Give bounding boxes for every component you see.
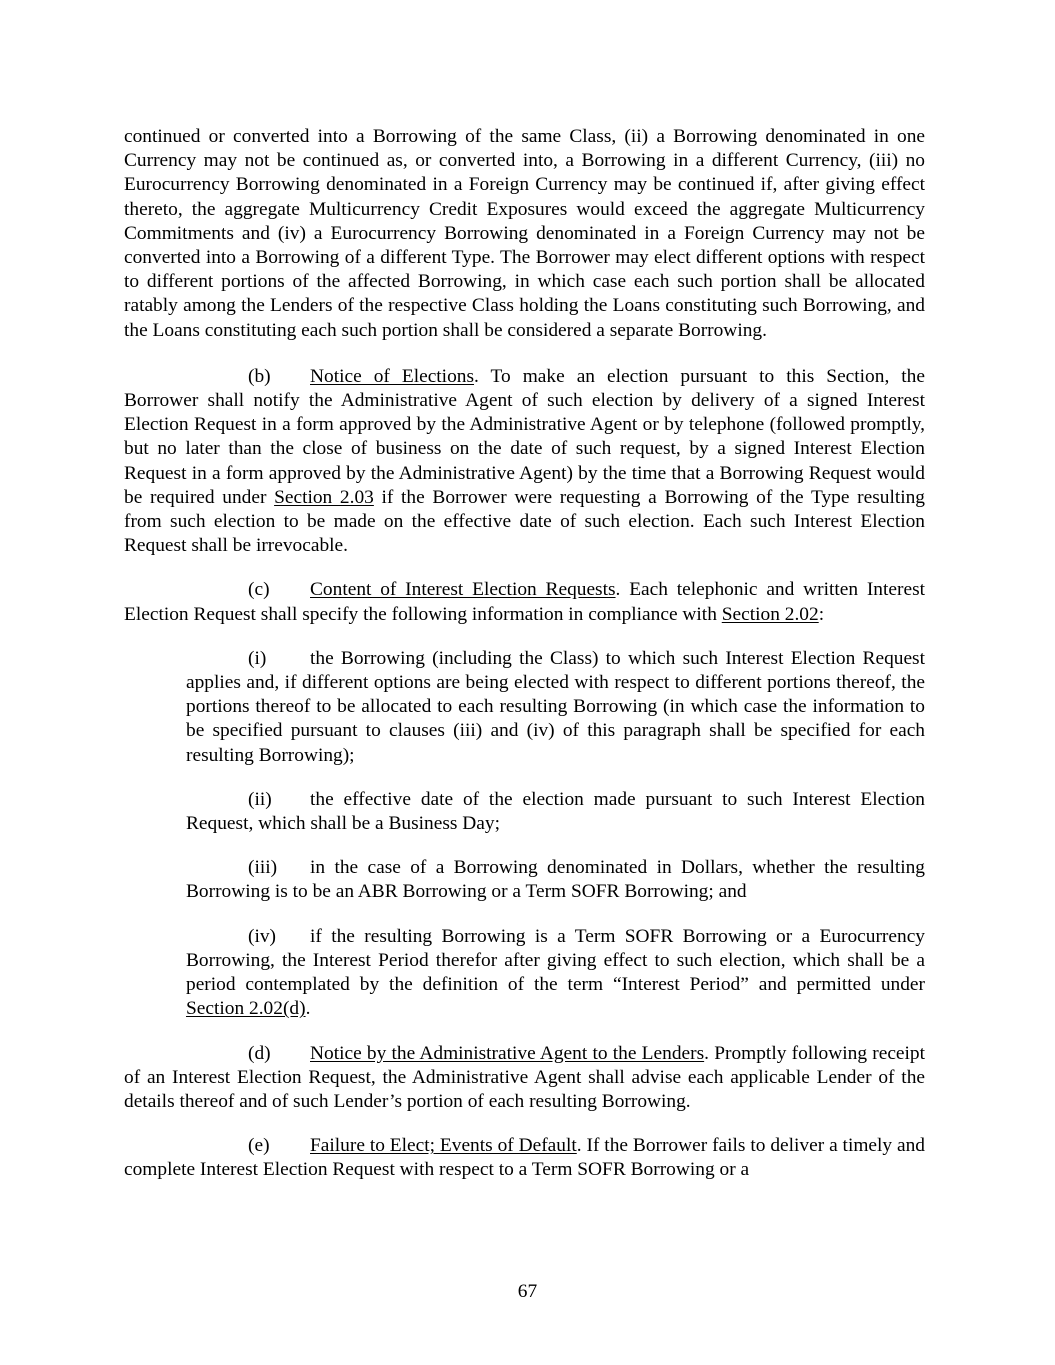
clause-c-ii-text: the effective date of the election made pursuant to such Interest Election Request, which shall be a Business Day;	[186, 788, 925, 835]
continuation-paragraph: continued or converted into a Borrowing of the same Class, (ii) a Borrowing denominated in one Currency may not be continued as, or converted into, a Borrowing in a different Currency, (iii) no Eurocurrency Borrowing denominated in a Foreign Currency may be continued if, after giving effect thereto, the aggregate Multicurrency Credit Exposures would exceed the aggregate Multicurrency Commitments and (iv) a Eurocurrency Borrowing denominated in a Foreign Currency may not be converted into a Borrowing of a different Type. The Borrower may elect different options with respect to different portions of the affected Borrowing, in which case each such portion shall be allocated ratably among the Lenders of the respective Class holding the Loans constituting such Borrowing, and the Loans constituting each such portion shall be considered a separate Borrowing.	[124, 126, 925, 341]
paragraph-b-text-2: if the Borrower were requesting a Borrowing of the Type resulting from such election to be made on the effective date of such election. Each such Interest Election Request shall be irrevocable.	[124, 486, 925, 557]
clause-c-iv-text-1: if the resulting Borrowing is a Term SOFR Borrowing or a Eurocurrency Borrowing, the Interest Period therefor after giving effect to such election, which shall be a period contemplated by the definition of the term “Interest Period” and permitted under	[186, 925, 925, 996]
section-2-03-reference: Section 2.03	[274, 486, 374, 508]
paragraph-e-heading: Failure to Elect; Events of Default	[310, 1135, 577, 1157]
clause-c-ii	[186, 788, 925, 836]
clause-c-iii-marker: (iii)	[248, 857, 278, 879]
document-body	[124, 125, 925, 1203]
clause-c-i-text: the Borrowing (including the Class) to which such Interest Election Request applies and, if different options are being elected with respect to different portions thereof, the portions thereof to be allocated to each resulting Borrowing (in which case the information to be specified pursuant to clauses (iii) and (iv) of this paragraph shall be specified for each resulting Borrowing);	[186, 647, 925, 766]
clause-c-iii	[186, 856, 925, 904]
page-number: 67	[517, 1281, 538, 1302]
paragraph-b-text-1: . To make an election pursuant to this Section, the Borrower shall notify the Administrative Agent of such election by delivery of a signed Interest Election Request in a form approved by the Administrative Agent or by telephone (followed promptly, but no later than the close of business on the date of such request, by a signed Interest Election Request in a form approved by the Administrative Agent) by the time that a Borrowing Request would be required under	[124, 365, 925, 508]
paragraph-e-text: . If the Borrower fails to deliver a timely and complete Interest Election Request with respect to a Term SOFR Borrowing or a	[124, 1135, 925, 1181]
paragraph-d-text: . Promptly following receipt of an Interest Election Request, the Administrative Agent shall advise each applicable Lender of the details thereof and of such Lender’s portion of each resulting Borrowing.	[124, 1042, 925, 1112]
clause-c-iv-text-2: .	[305, 998, 311, 1020]
clause-c-i-marker: (i)	[248, 647, 267, 669]
paragraph-d-marker: (d)	[248, 1042, 271, 1064]
paragraph-d-heading: Notice by the Administrative Agent to the Lenders	[310, 1042, 705, 1064]
paragraph-e	[124, 1134, 925, 1182]
paragraph-c-heading: Content of Interest Election Requests	[310, 579, 616, 601]
clause-c-iii-text: in the case of a Borrowing denominated in Dollars, whether the resulting Borrowing is to be an ABR Borrowing or a Term SOFR Borrowing; and	[186, 857, 925, 903]
paragraph-c-marker: (c)	[248, 579, 270, 601]
paragraph-e-marker: (e)	[248, 1135, 270, 1157]
clause-c-iv	[186, 925, 925, 1022]
section-2-02-reference: Section 2.02	[721, 603, 819, 625]
paragraph-b	[124, 365, 925, 559]
paragraph-b-marker: (b)	[248, 365, 271, 387]
paragraph-c	[124, 578, 925, 626]
section-2-02-d-reference: Section 2.02(d)	[186, 998, 306, 1020]
paragraph-d	[124, 1042, 925, 1115]
paragraph-c-text-2: :	[818, 603, 825, 625]
paragraph-b-heading: Notice of Elections	[310, 365, 475, 387]
clause-c-ii-marker: (ii)	[248, 788, 272, 810]
clause-c-iv-marker: (iv)	[248, 925, 276, 947]
clause-c-i	[186, 647, 925, 768]
paragraph-c-text-1: . Each telephonic and written Interest Election Request shall specify the following information in compliance with	[124, 579, 925, 625]
